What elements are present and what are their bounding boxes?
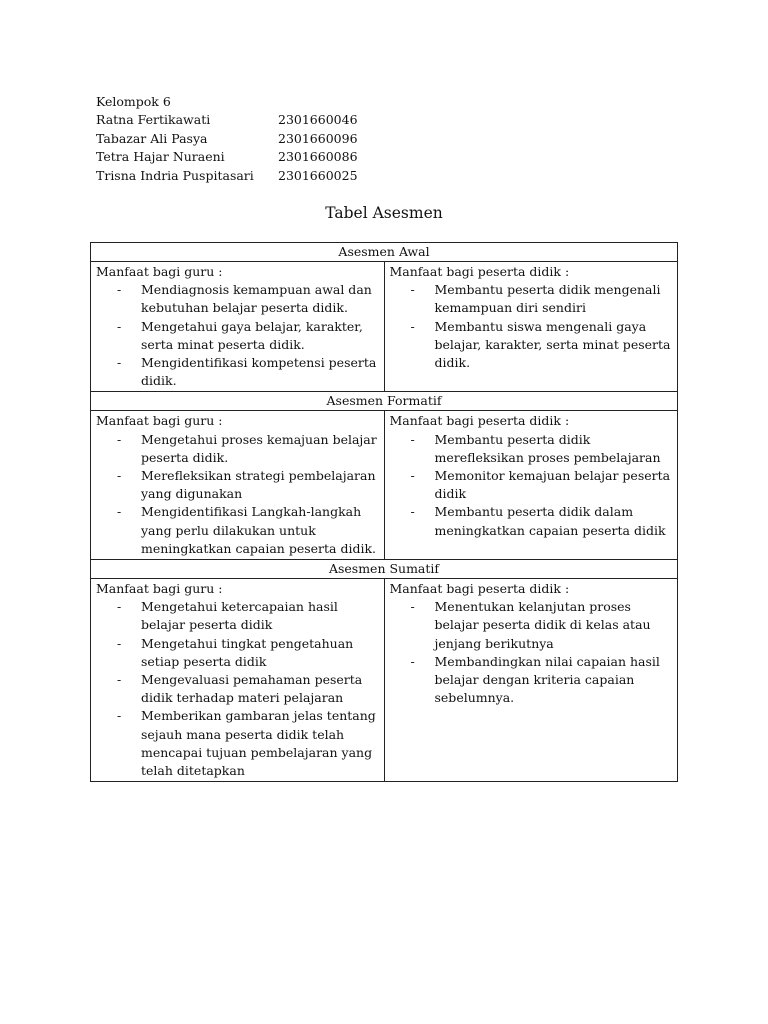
member-row (96, 167, 358, 185)
teacher-benefits-label: Manfaat bagi guru : (96, 264, 223, 279)
list-item: - Mengetahui tingkat pengetahuan setiap peserta didik (117, 635, 380, 671)
student-benefits-cell (384, 579, 678, 782)
section-content-row (91, 579, 678, 782)
list-item: - Mengidentifikasi Langkah-langkah yang perlu dilakukan untuk meningkatkan capaian peserta didik. (117, 503, 380, 558)
list-item: - Menentukan kelanjutan proses belajar peserta didik di kelas atau jenjang berikutnya (411, 598, 674, 653)
section-heading-row (91, 392, 678, 411)
member-name: Tetra Hajar Nuraeni (96, 149, 225, 165)
section-heading-row (91, 560, 678, 579)
teacher-benefits-cell (91, 411, 385, 560)
list-item: - Mengevaluasi pemahaman peserta didik terhadap materi pelajaran (117, 671, 380, 707)
student-benefits-label: Manfaat bagi peserta didik : (389, 264, 570, 279)
group-label: Kelompok 6 (96, 94, 171, 109)
list-item: - Membantu peserta didik mengenali kemampuan diri sendiri (411, 281, 674, 317)
member-name: Tabazar Ali Pasya (96, 130, 208, 146)
teacher-benefits-list (117, 431, 380, 558)
list-item: - Mengetahui proses kemajuan belajar peserta didik. (117, 431, 380, 467)
member-name: Ratna Fertikawati (96, 112, 211, 128)
student-benefits-list (411, 598, 674, 707)
assessment-table (90, 242, 678, 782)
student-benefits-cell (384, 262, 678, 392)
teacher-benefits-list (117, 598, 380, 780)
teacher-benefits-cell (91, 579, 385, 782)
section-heading: Asesmen Sumatif (91, 560, 678, 579)
student-benefits-list (411, 431, 674, 540)
list-item: - Mendiagnosis kemampuan awal dan kebutuhan belajar peserta didik. (117, 281, 380, 317)
section-heading-row (91, 243, 678, 262)
list-item: - Merefleksikan strategi pembelajaran yang digunakan (117, 467, 380, 503)
page-title: Tabel Asesmen (325, 204, 443, 222)
member-name: Trisna Indria Puspitasari (96, 167, 254, 183)
list-item: - Membantu peserta didik dalam meningkatkan capaian peserta didik (411, 503, 674, 539)
list-item: - Memberikan gambaran jelas tentang sejauh mana peserta didik telah mencapai tujuan pembelajaran yang telah ditetapkan (117, 707, 380, 780)
list-item: - Membantu peserta didik merefleksikan proses pembelajaran (411, 431, 674, 467)
section-content-row (91, 411, 678, 560)
list-item: - Mengetahui ketercapaian hasil belajar peserta didik (117, 598, 380, 634)
group-info (96, 93, 358, 185)
section-content-row (91, 262, 678, 392)
student-benefits-list (411, 281, 674, 372)
student-benefits-label: Manfaat bagi peserta didik : (389, 413, 570, 429)
member-row (96, 111, 358, 129)
member-row (96, 148, 358, 166)
member-id: 2301660096 (278, 130, 358, 146)
list-item: - Membantu siswa mengenali gaya belajar, karakter, serta minat peserta didik. (411, 318, 674, 373)
teacher-benefits-label: Manfaat bagi guru : (96, 413, 223, 429)
member-row (96, 130, 358, 148)
list-item: - Memonitor kemajuan belajar peserta didik (411, 467, 674, 503)
member-id: 2301660086 (278, 149, 358, 165)
member-id: 2301660046 (278, 112, 358, 128)
teacher-benefits-label: Manfaat bagi guru : (96, 581, 223, 597)
section-heading: Asesmen Awal (91, 243, 678, 262)
section-heading: Asesmen Formatif (91, 392, 678, 411)
list-item: - Membandingkan nilai capaian hasil belajar dengan kriteria capaian sebelumnya. (411, 653, 674, 708)
list-item: - Mengidentifikasi kompetensi peserta didik. (117, 354, 380, 390)
student-benefits-label: Manfaat bagi peserta didik : (389, 581, 570, 597)
teacher-benefits-cell (91, 262, 385, 392)
teacher-benefits-list (117, 281, 380, 390)
member-id: 2301660025 (278, 167, 358, 183)
list-item: - Mengetahui gaya belajar, karakter, serta minat peserta didik. (117, 318, 380, 354)
student-benefits-cell (384, 411, 678, 560)
